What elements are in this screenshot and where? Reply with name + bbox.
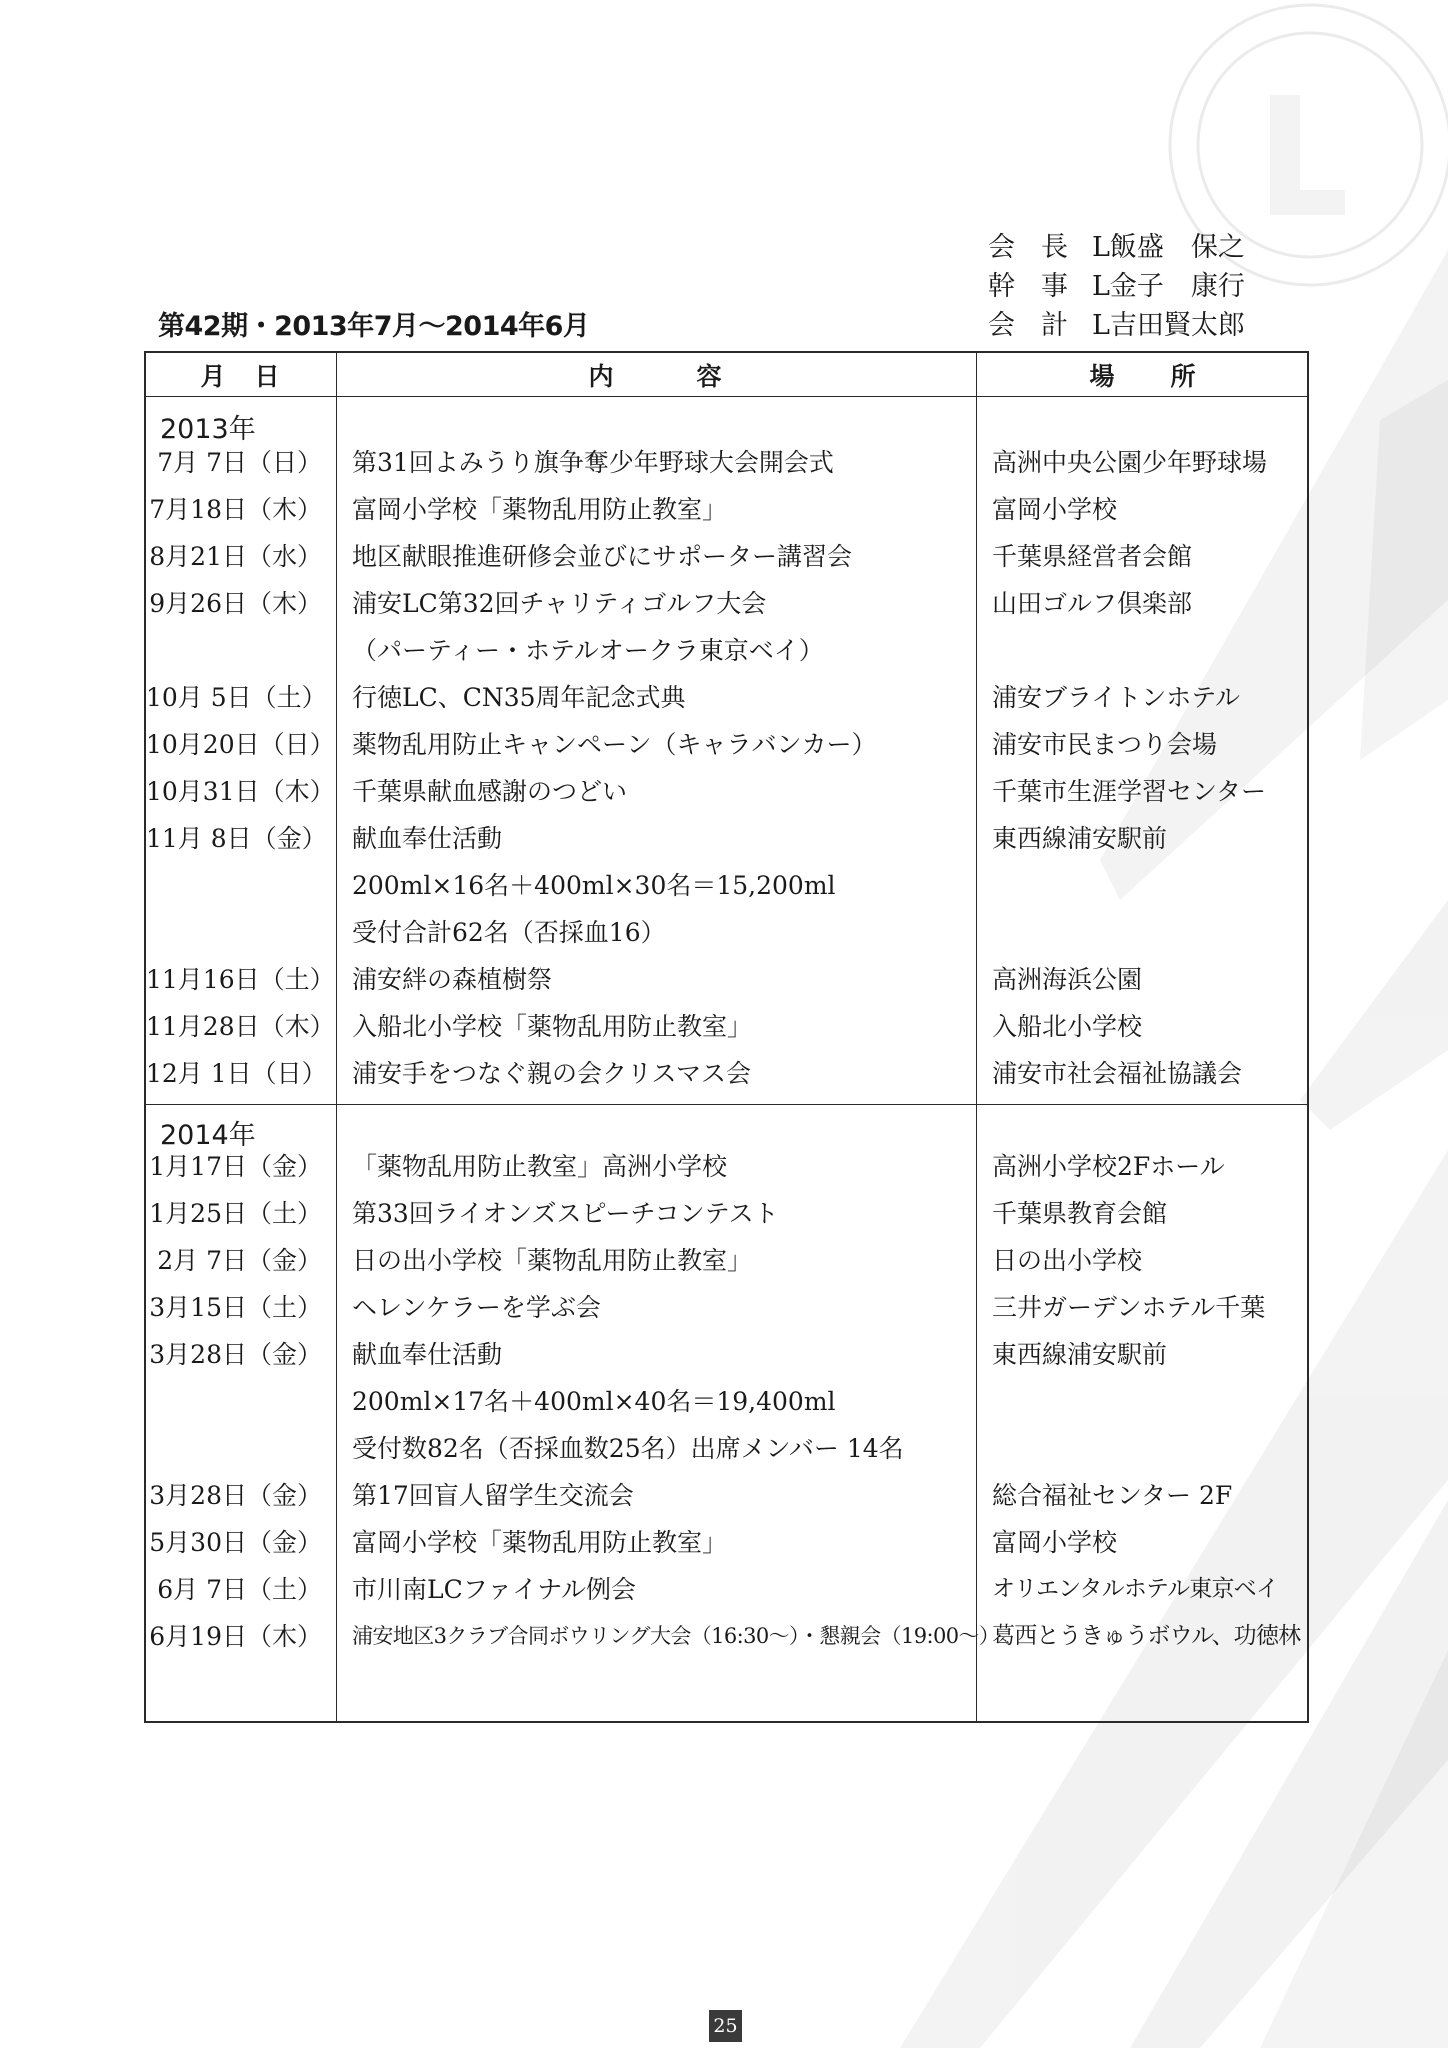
officer-name: L金子 康行	[1092, 271, 1245, 302]
table-row	[146, 1613, 1311, 1660]
table-row	[146, 909, 1311, 956]
row-content: 「薬物乱用防止教室」高洲小学校	[352, 1152, 728, 1181]
table-row	[146, 533, 1311, 580]
row-date: 7月 7日（日）	[157, 448, 322, 477]
row-date: 1月17日（金）	[149, 1152, 322, 1181]
row-date: 1月25日（土）	[149, 1199, 322, 1228]
row-date: 6月19日（木）	[149, 1622, 322, 1651]
row-content: 浦安地区3クラブ合同ボウリング大会（16:30〜）・懇親会（19:00〜）	[352, 1624, 1000, 1648]
year-label-2013: 2013年	[160, 414, 256, 445]
header-divider	[146, 396, 1307, 397]
officer-row-secretary	[988, 267, 1245, 306]
row-content: 富岡小学校「薬物乱用防止教室」	[352, 1528, 728, 1557]
table-row	[146, 956, 1311, 1003]
table-row	[146, 486, 1311, 533]
period-title: 第42期・2013年7月〜2014年6月	[158, 311, 590, 342]
row-content: 献血奉仕活動	[352, 1340, 503, 1369]
row-date: 10月20日（日）	[146, 730, 335, 759]
header-content: 内 容	[588, 361, 724, 391]
table-row	[146, 1378, 1311, 1425]
row-date: 3月28日（金）	[149, 1481, 322, 1510]
officer-role: 会計	[988, 310, 1094, 341]
row-date: 10月31日（木）	[146, 777, 335, 806]
table-row	[146, 1237, 1311, 1284]
table-row	[146, 721, 1311, 768]
row-place: 総合福祉センター 2F	[992, 1481, 1233, 1510]
row-content: 浦安手をつなぐ親の会クリスマス会	[352, 1059, 752, 1088]
officer-name: L飯盛 保之	[1092, 232, 1245, 263]
page-number: 25	[709, 2010, 742, 2042]
table-row	[146, 1284, 1311, 1331]
row-content: ヘレンケラーを学ぶ会	[352, 1293, 601, 1322]
row-place: 三井ガーデンホテル千葉	[992, 1293, 1266, 1322]
table-row	[146, 1425, 1311, 1472]
row-date: 10月 5日（土）	[146, 683, 327, 712]
row-content: 200ml×17名＋400ml×40名＝19,400ml	[352, 1387, 836, 1416]
row-date: 12月 1日（日）	[146, 1059, 327, 1088]
row-content: 第33回ライオンズスピーチコンテスト	[352, 1199, 779, 1228]
header-date: 月 日	[200, 361, 282, 391]
table-row	[146, 1190, 1311, 1237]
row-date: 11月28日（木）	[146, 1012, 335, 1041]
officer-role: 幹事	[988, 271, 1094, 302]
row-place: 高洲海浜公園	[992, 965, 1143, 994]
row-date: 2月 7日（金）	[157, 1246, 322, 1275]
officer-row-treasurer	[988, 306, 1245, 345]
officers-block	[988, 228, 1245, 345]
table-row	[146, 580, 1311, 627]
row-content: 富岡小学校「薬物乱用防止教室」	[352, 495, 728, 524]
row-content: 浦安LC第32回チャリティゴルフ大会	[352, 589, 767, 618]
row-content: 行徳LC、CN35周年記念式典	[352, 683, 686, 712]
officer-role: 会長	[988, 232, 1094, 263]
row-place: オリエンタルホテル東京ベイ	[992, 1576, 1279, 1602]
row-place: 入船北小学校	[992, 1012, 1143, 1041]
row-place: 千葉県経営者会館	[992, 542, 1193, 571]
table-row	[146, 439, 1311, 486]
row-place: 浦安ブライトンホテル	[992, 683, 1241, 712]
table-row	[146, 1143, 1311, 1190]
row-place: 富岡小学校	[992, 495, 1118, 524]
row-content: 薬物乱用防止キャンペーン（キャラバンカー）	[352, 730, 877, 759]
header-place: 場 所	[1089, 361, 1198, 391]
officer-row-president	[988, 228, 1245, 267]
row-place: 千葉県教育会館	[992, 1199, 1168, 1228]
table-row	[146, 1003, 1311, 1050]
year-label-2014: 2014年	[160, 1120, 256, 1151]
row-place: 山田ゴルフ倶楽部	[992, 589, 1193, 618]
row-content: 地区献眼推進研修会並びにサポーター講習会	[352, 542, 853, 571]
row-date: 11月16日（土）	[146, 965, 335, 994]
table-row	[146, 1519, 1311, 1566]
row-content: 受付数82名（否採血数25名）出席メンバー 14名	[352, 1434, 904, 1463]
activity-table	[144, 351, 1309, 1723]
row-content: 第31回よみうり旗争奪少年野球大会開会式	[352, 448, 834, 477]
row-content: 200ml×16名＋400ml×30名＝15,200ml	[352, 871, 836, 900]
row-content: 献血奉仕活動	[352, 824, 503, 853]
table-row	[146, 627, 1311, 674]
row-date: 3月28日（金）	[149, 1340, 322, 1369]
row-date: 7月18日（木）	[149, 495, 322, 524]
table-row	[146, 768, 1311, 815]
table-row	[146, 1331, 1311, 1378]
row-date: 3月15日（土）	[149, 1293, 322, 1322]
row-place: 千葉市生涯学習センター	[992, 777, 1267, 806]
row-date: 6月 7日（土）	[157, 1575, 322, 1604]
row-place: 葛西とうきゅうボウル、功徳林	[992, 1623, 1301, 1649]
table-row	[146, 1566, 1311, 1613]
row-date: 8月21日（水）	[149, 542, 322, 571]
row-date: 11月 8日（金）	[146, 824, 327, 853]
row-place: 浦安市民まつり会場	[992, 730, 1218, 759]
row-place: 高洲小学校2Fホール	[992, 1152, 1225, 1181]
row-content: 第17回盲人留学生交流会	[352, 1481, 634, 1510]
table-row	[146, 815, 1311, 862]
row-content: 千葉県献血感謝のつどい	[352, 777, 628, 806]
row-content: 日の出小学校「薬物乱用防止教室」	[352, 1246, 753, 1275]
table-row	[146, 862, 1311, 909]
row-content: 受付合計62名（否採血16）	[352, 918, 666, 947]
row-place: 富岡小学校	[992, 1528, 1118, 1557]
officer-name: L吉田賢太郎	[1092, 310, 1245, 341]
row-place: 東西線浦安駅前	[992, 824, 1168, 853]
table-row	[146, 1050, 1311, 1097]
row-place: 浦安市社会福祉協議会	[992, 1059, 1243, 1088]
table-row	[146, 1472, 1311, 1519]
row-place: 高洲中央公園少年野球場	[992, 448, 1268, 477]
table-row	[146, 674, 1311, 721]
row-content: （パーティー・ホテルオークラ東京ベイ）	[352, 636, 824, 665]
row-place: 日の出小学校	[992, 1246, 1143, 1275]
year-divider	[146, 1104, 1307, 1105]
row-date: 9月26日（木）	[149, 589, 322, 618]
row-content: 市川南LCファイナル例会	[352, 1575, 636, 1604]
row-content: 浦安絆の森植樹祭	[352, 965, 553, 994]
row-place: 東西線浦安駅前	[992, 1340, 1168, 1369]
row-date: 5月30日（金）	[149, 1528, 322, 1557]
row-content: 入船北小学校「薬物乱用防止教室」	[352, 1012, 753, 1041]
